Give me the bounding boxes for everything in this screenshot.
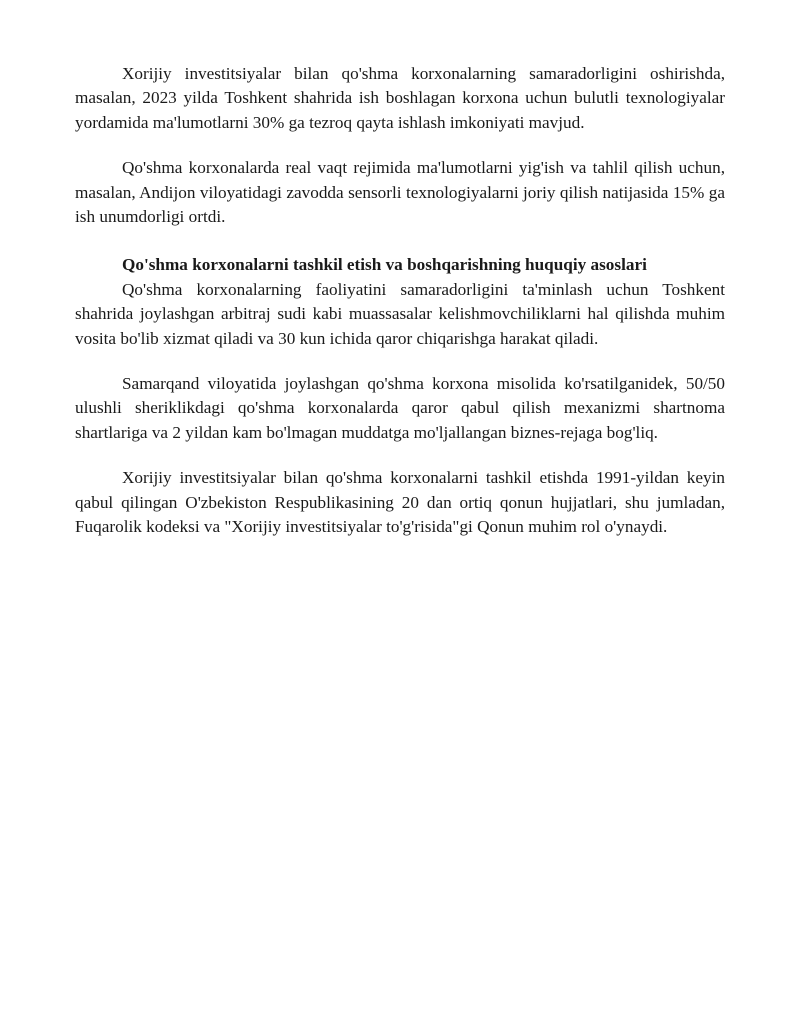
paragraph-sensor-technologies: Qo'shma korxonalarda real vaqt rejimida ma'lumotlarni yig'ish va tahlil qilish uchun, masalan, Andijon viloyatidagi zavodda sensorli texnologiyalarni joriy qilish natijasida 15% ga ish unumdorligi ortdi. [75,158,725,227]
paragraph-samarkand-joint-venture: Samarqand viloyatida joylashgan qo'shma korxona misolida ko'rsatilganidek, 50/50 ulushli sheriklikdagi qo'shma korxonalarda qaror qabul qilish mexanizmi shartnoma shartlariga va 2 yildan kam bo'lmagan muddatga mo'ljallangan biznes-rejaga bog'liq. [75,374,725,442]
paragraph-legal-framework: Xorijiy investitsiyalar bilan qo'shma korxonalarni tashkil etishda 1991-yildan keyin qabul qilingan O'zbekiston Respublikasining 20 dan ortiq qonun hujjatlari, shu jumladan, Fuqarolik kodeksi va "Xorijiy investitsiyalar to'g'risida"gi Qonun muhim rol o'ynaydi. [75,468,725,537]
paragraph-cloud-technologies: Xorijiy investitsiyalar bilan qo'shma korxonalarning samaradorligini oshirishda, masalan, 2023 yilda Toshkent shahrida ish boshlagan korxona uchun bulutli texnologiyalar yordamida ma'lumotlarni 30% ga tezroq qayta ishlash imkoniyati mavjud. [75,64,725,132]
document-page [75,62,725,561]
paragraph-arbitration-court: Qo'shma korxonalarning faoliyatini samaradorligini ta'minlash uchun Toshkent shahrida joylashgan arbitraj sudi kabi muassasalar kelishmovchiliklarni hal qilishda muhim vosita bo'lib xizmat qiladi va 30 kun ichida qaror chiqarishga harakat qiladi. [75,279,725,348]
section-heading: Qo'shma korxonalarni tashkil etish va boshqarishning huquqiy asoslari [122,255,647,275]
